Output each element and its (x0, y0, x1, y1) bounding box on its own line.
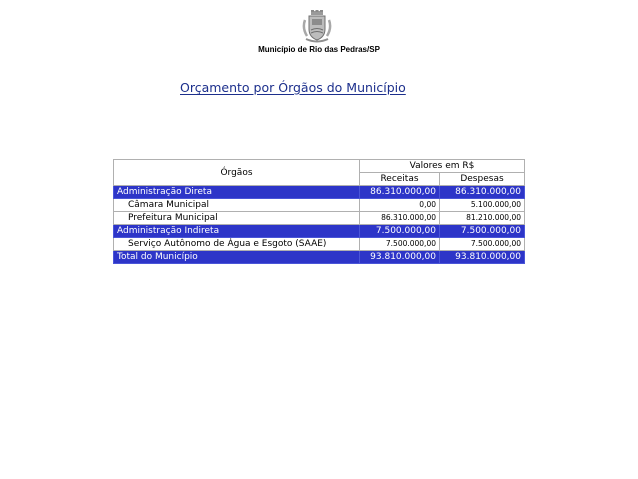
row-receitas: 7.500.000,00 (360, 225, 440, 238)
row-name: Administração Direta (114, 186, 360, 199)
row-despesas: 5.100.000,00 (440, 199, 525, 212)
row-name: Serviço Autônomo de Água e Esgoto (SAAE) (114, 238, 360, 251)
row-despesas: 93.810.000,00 (440, 251, 525, 264)
header-orgaos: Órgãos (114, 160, 360, 186)
row-despesas: 7.500.000,00 (440, 238, 525, 251)
row-receitas: 86.310.000,00 (360, 212, 440, 225)
table-row (114, 212, 525, 225)
table-row (114, 238, 525, 251)
row-receitas: 93.810.000,00 (360, 251, 440, 264)
row-receitas: 86.310.000,00 (360, 186, 440, 199)
row-name: Total do Município (114, 251, 360, 264)
coat-of-arms-icon (302, 10, 332, 44)
row-name: Prefeitura Municipal (114, 212, 360, 225)
table-row (114, 199, 525, 212)
row-name: Câmara Municipal (114, 199, 360, 212)
municipality-name: Município de Rio das Pedras/SP (258, 45, 380, 54)
row-despesas: 86.310.000,00 (440, 186, 525, 199)
row-receitas: 7.500.000,00 (360, 238, 440, 251)
header-receitas: Receitas (360, 173, 440, 186)
budget-table (113, 159, 525, 264)
page-title: Orçamento por Órgãos do Município (180, 80, 406, 95)
row-despesas: 81.210.000,00 (440, 212, 525, 225)
table-header-row (114, 160, 525, 173)
table-row-total (114, 251, 525, 264)
row-despesas: 7.500.000,00 (440, 225, 525, 238)
header-valores: Valores em R$ (360, 160, 525, 173)
header-despesas: Despesas (440, 173, 525, 186)
table-row (114, 186, 525, 199)
table-row (114, 225, 525, 238)
row-name: Administração Indireta (114, 225, 360, 238)
row-receitas: 0,00 (360, 199, 440, 212)
